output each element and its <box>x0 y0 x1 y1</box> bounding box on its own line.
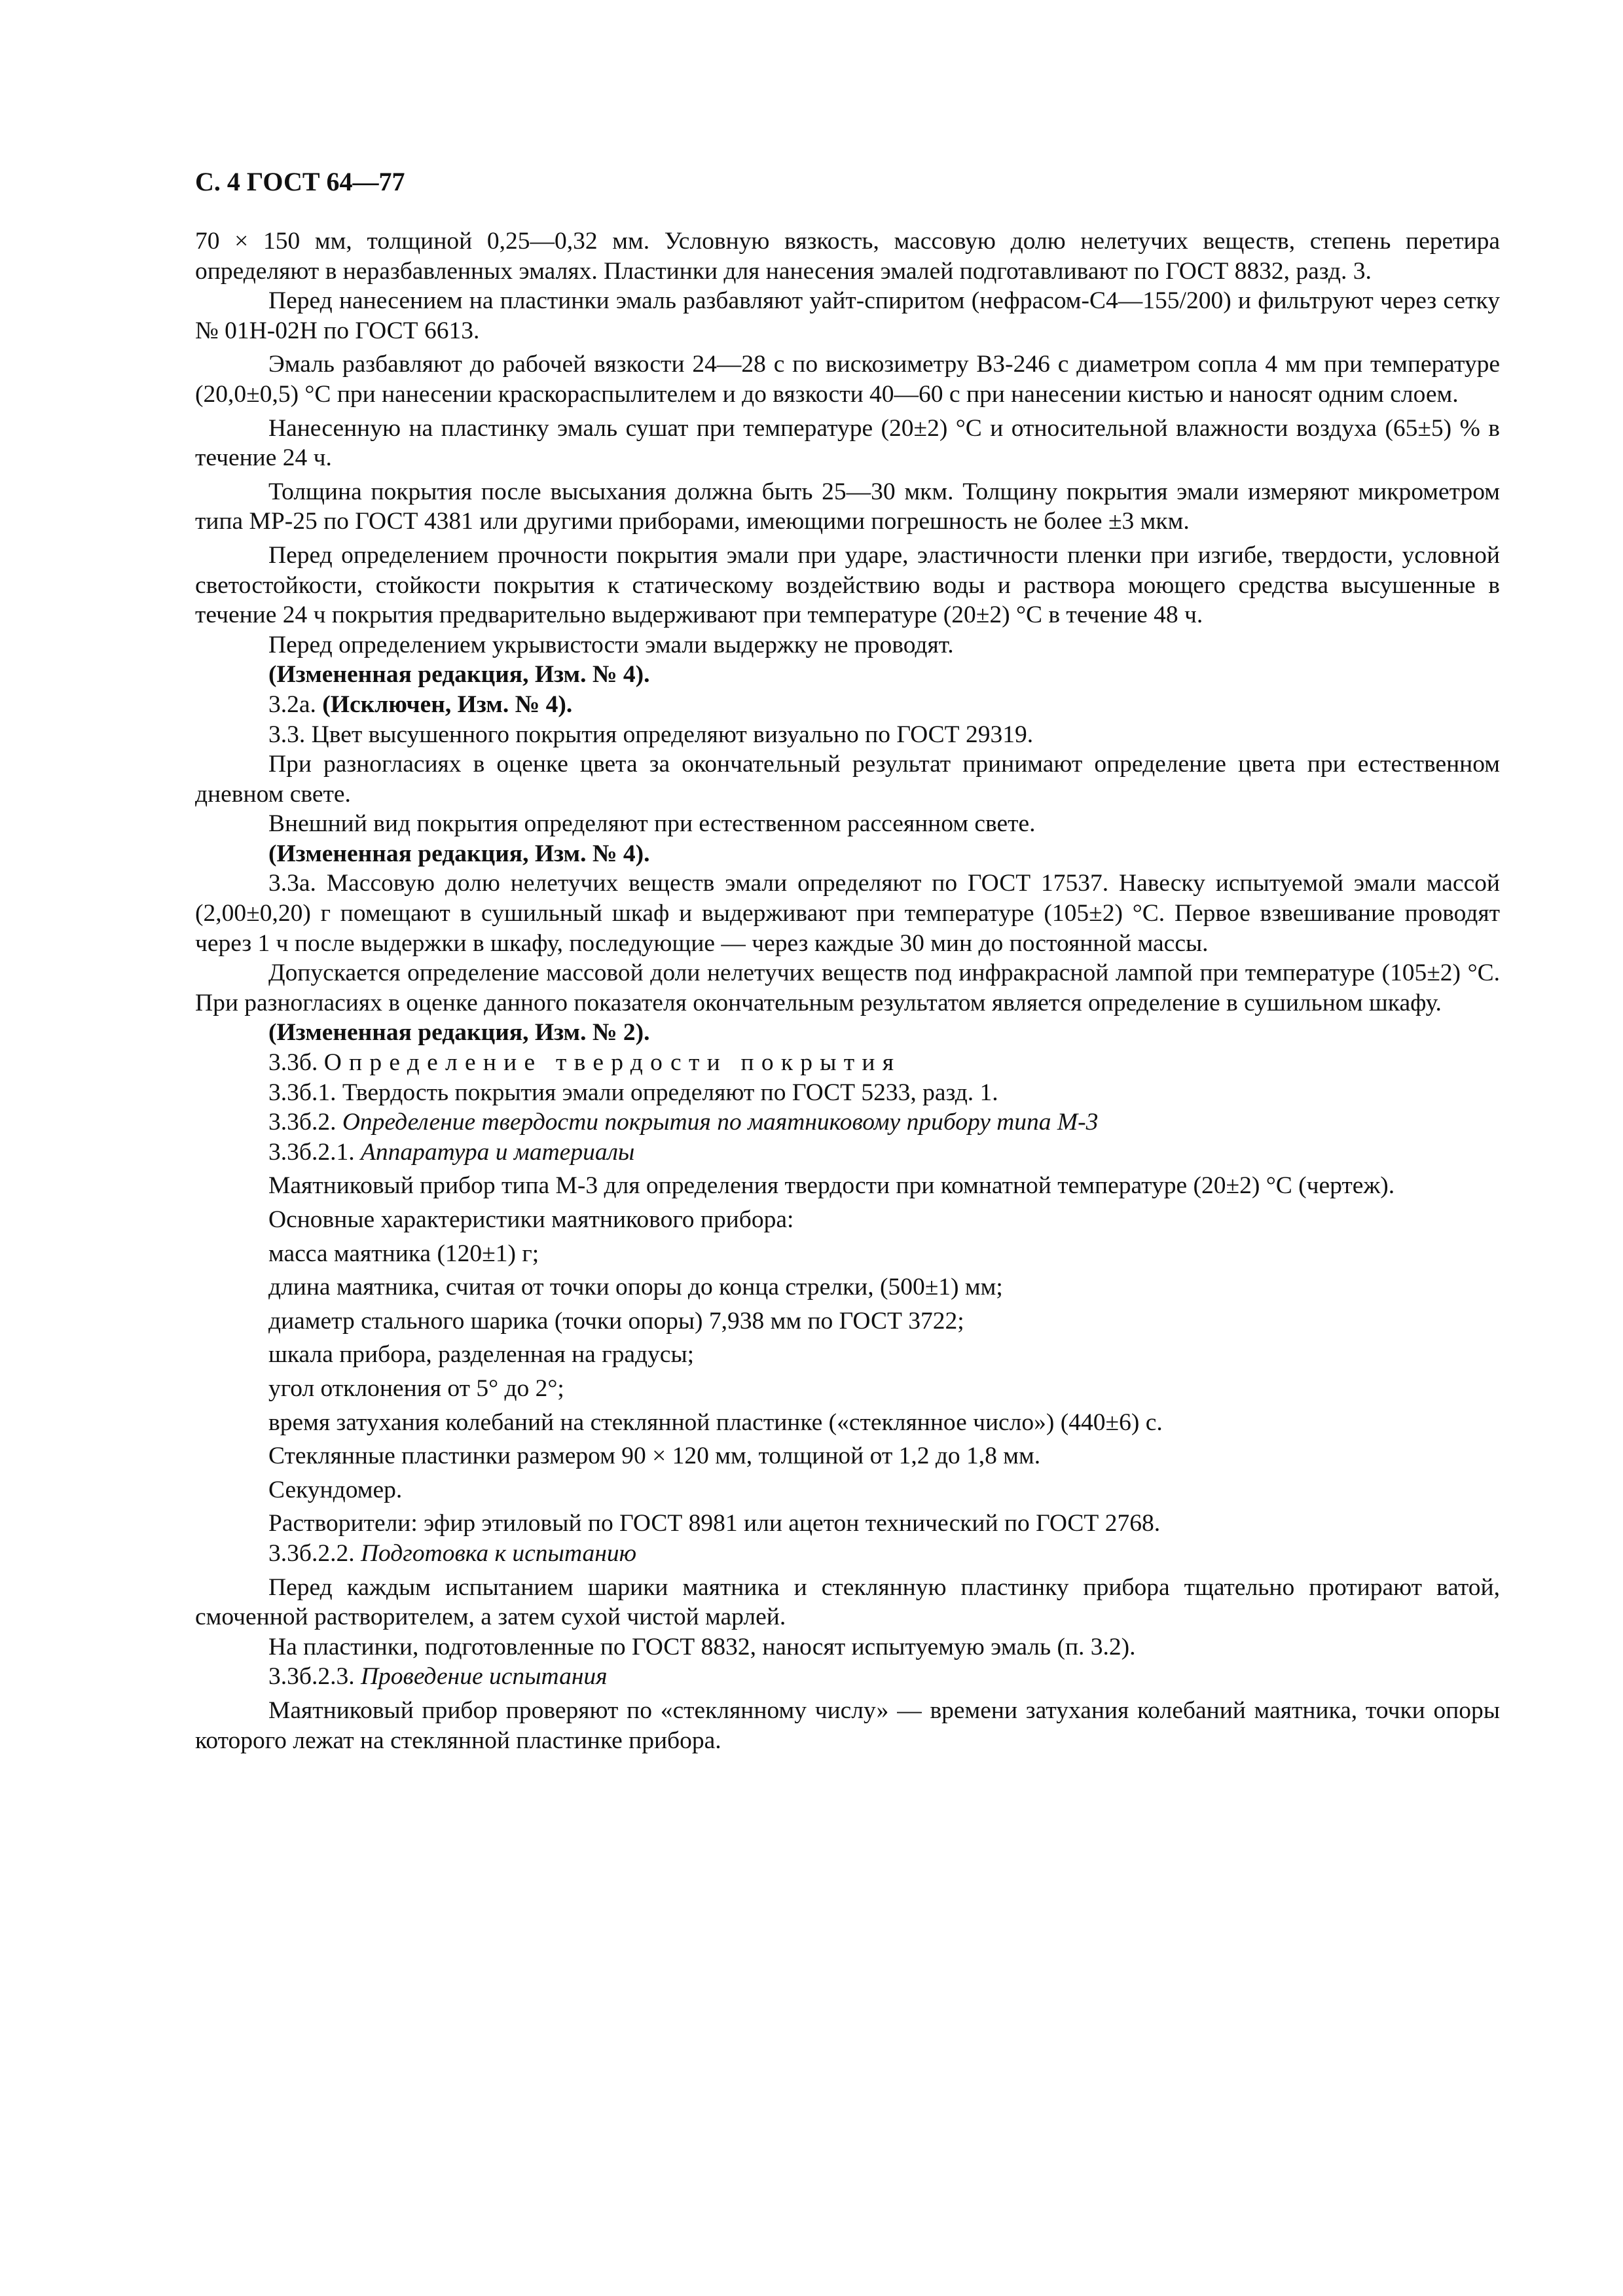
paragraph <box>195 690 1500 720</box>
paragraph: Допускается определение массовой доли нелетучих веществ под инфракрасной лампой при температуре (105±2) °С. При разногласиях в оценке данного показателя окончательным результатом является определение в сушильном шкафу. <box>195 960 1500 1016</box>
paragraph: Толщина покрытия после высыхания должна быть 25—30 мкм. Толщину покрытия эмали измеряют микрометром типа МР-25 по ГОСТ 4381 или другими приборами, имеющими погрешность не более ±3 мкм. <box>195 478 1500 535</box>
clause-number: 3.3б.2.3. <box>268 1663 355 1691</box>
italic-heading: Проведение испытания <box>360 1663 608 1691</box>
paragraph: Перед определением прочности покрытия эмали при ударе, эластичности пленки при изгибе, твердости, условной светостойкости, стойкости покрытия к статическому воздействию воды и раствора моющего средства высушенные в течение 24 ч покрытия предварительно выдерживают при температуре (20±2) °С в течение 48 ч. <box>195 541 1500 629</box>
italic-heading: Аппаратура и материалы <box>360 1138 635 1166</box>
list-item: длина маятника, считая от точки опоры до конца стрелки, (500±1) мм; <box>268 1274 1003 1301</box>
paragraph: Секундомер. <box>268 1476 403 1503</box>
paragraph: Основные характеристики маятникового прибора: <box>268 1206 794 1233</box>
section-heading <box>195 1107 1500 1138</box>
clause-number: 3.3б.2.1. <box>268 1138 355 1166</box>
italic-heading: Подготовка к испытанию <box>360 1539 637 1567</box>
spaced-heading: Определение твердости покрытия <box>323 1049 902 1077</box>
paragraph: Перед каждым испытанием шарики маятника и стеклянную пластинку прибора тщательно протирают ватой, смоченной растворителем, а затем сухой чистой марлей. <box>195 1573 1500 1631</box>
paragraph: Стеклянные пластинки размером 90 × 120 мм, толщиной от 1,2 до 1,8 мм. <box>268 1443 1041 1470</box>
paragraph: Эмаль разбавляют до рабочей вязкости 24—28 с по вискозиметру ВЗ-246 с диаметром сопла 4 мм при температуре (20,0±0,5) °С при нанесении краскораспылителем и до вязкости 40—60 с при нанесении кистью и наносят одним слоем. <box>195 351 1500 408</box>
list-item: время затухания колебаний на стеклянной пластинке («стеклянное число») (440±6) с. <box>268 1408 1163 1436</box>
section-heading <box>195 1662 1500 1692</box>
paragraph: Перед определением укрывистости эмали выдержку не проводят. <box>268 631 954 658</box>
paragraph: При разногласиях в оценке цвета за окончательный результат принимают определение цвета при естественном дневном свете. <box>195 751 1500 808</box>
amendment-note: (Измененная редакция, Изм. № 4). <box>268 661 650 689</box>
clause-number: 3.2а. <box>268 691 316 718</box>
paragraph: Нанесенную на пластинку эмаль сушат при температуре (20±2) °С и относительной влажности воздуха (65±5) % в течение 24 ч. <box>195 414 1500 472</box>
page-header: С. 4 ГОСТ 64—77 <box>195 167 405 196</box>
list-item: шкала прибора, разделенная на градусы; <box>268 1341 695 1369</box>
paragraph: 70 × 150 мм, толщиной 0,25—0,32 мм. Условную вязкость, массовую долю нелетучих веществ, степень перетира определяют в неразбавленных эмалях. Пластинки для нанесения эмалей подготавливают по ГОСТ 8832, разд. 3. <box>195 228 1500 285</box>
clause-number: 3.3б. <box>268 1049 318 1077</box>
document-page <box>195 164 1500 1755</box>
document-body <box>195 226 1500 1755</box>
section-heading <box>195 1048 1500 1078</box>
paragraph: На пластинки, подготовленные по ГОСТ 8832, наносят испытуемую эмаль (п. 3.2). <box>268 1633 1136 1660</box>
paragraph: Маятниковый прибор проверяют по «стеклянному числу» — времени затухания колебаний маятника, точки опоры которого лежат на стеклянной пластинке прибора. <box>195 1696 1500 1754</box>
clause-number: 3.3б.2.2. <box>268 1539 355 1567</box>
italic-heading: Определение твердости покрытия по маятниковому прибору типа М-3 <box>342 1109 1099 1136</box>
list-item: масса маятника (120±1) г; <box>268 1240 539 1267</box>
paragraph: Внешний вид покрытия определяют при естественном рассеянном свете. <box>268 810 1036 838</box>
paragraph: 3.3а. Массовую долю нелетучих веществ эмали определяют по ГОСТ 17537. Навеску испытуемой эмали массой (2,00±0,20) г помещают в сушильный шкаф и выдерживают при температуре (105±2) °С. Первое взвешивание проводят через 1 ч после выдержки в шкафу, последующие — через каждые 30 мин до постоянной массы. <box>195 870 1500 957</box>
amendment-note: (Измененная редакция, Изм. № 2). <box>268 1019 650 1047</box>
paragraph: Перед нанесением на пластинки эмаль разбавляют уайт-спиритом (нефрасом-С4—155/200) и фильтруют через сетку № 01Н-02Н по ГОСТ 6613. <box>195 287 1500 344</box>
paragraph: 3.3. Цвет высушенного покрытия определяют визуально по ГОСТ 29319. <box>268 721 1034 748</box>
paragraph: 3.3б.1. Твердость покрытия эмали определяют по ГОСТ 5233, разд. 1. <box>268 1079 998 1106</box>
list-item: диаметр стального шарика (точки опоры) 7,938 мм по ГОСТ 3722; <box>268 1307 964 1335</box>
section-heading <box>195 1138 1500 1168</box>
paragraph: Растворители: эфир этиловый по ГОСТ 8981 или ацетон технический по ГОСТ 2768. <box>268 1510 1161 1537</box>
clause-number: 3.3б.2. <box>268 1109 337 1136</box>
section-heading <box>195 1539 1500 1569</box>
excluded-note: (Исключен, Изм. № 4). <box>322 691 573 718</box>
list-item: угол отклонения от 5° до 2°; <box>268 1374 564 1402</box>
paragraph: Маятниковый прибор типа М-3 для определения твердости при комнатной температуре (20±2) °С (чертеж). <box>268 1172 1395 1200</box>
amendment-note: (Измененная редакция, Изм. № 4). <box>268 840 650 867</box>
